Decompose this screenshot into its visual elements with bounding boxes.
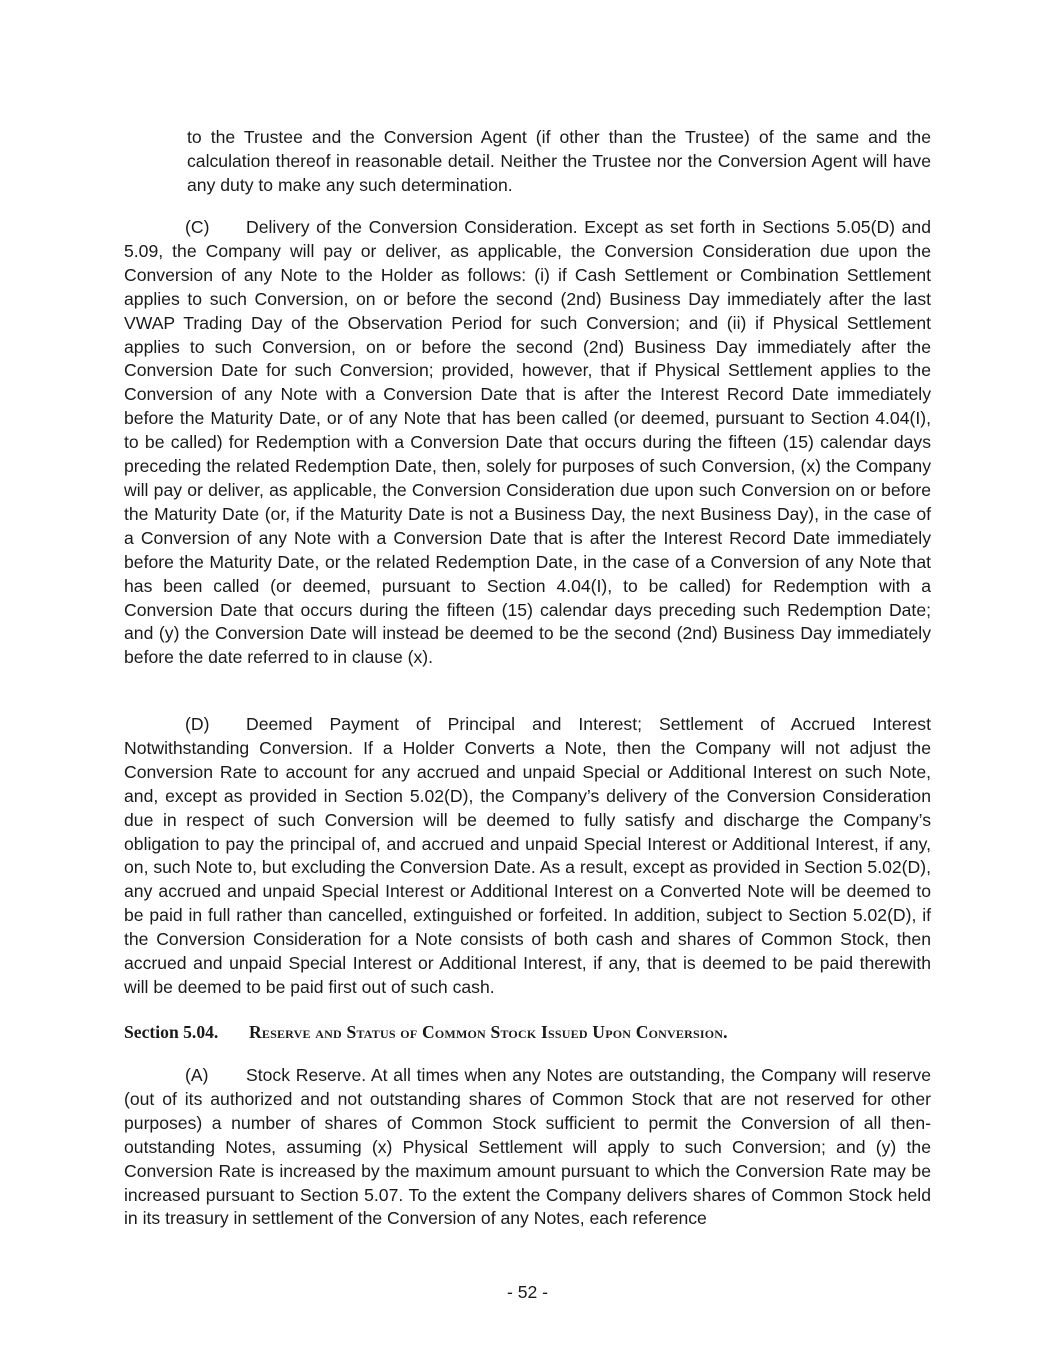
paragraph-c-text: Delivery of the Conversion Consideration. Except as set forth in Sections 5.05(D) and 5.09, the Company will pay or deliver, as applicable, the Conversion Consideration due upon the Conversion of any Note to the Holder as follows: (i) if Cash Settlement or Combination Settlement applies to such Conversion, on or before the second (2nd) Business Day immediately after the last VWAP Trading Day of the Observation Period for such Conversion; and (ii) if Physical Settlement applies to such Conversion, on or before the second (2nd) Business Day immediately after the Conversion Date for such Conversion; provided, however, that if Physical Settlement applies to the Conversion of any Note with a Conversion Date that is after the Interest Record Date immediately before the Maturity Date, or of any Note that has been called (or deemed, pursuant to Section 4.04(I), to be called) for Redemption with a Conversion Date that occurs during the fifteen (15) calendar days preceding the related Redemption Date, then, solely for purposes of such Conversion, (x) the Company will pay or deliver, as applicable, the Conversion Consideration due upon such Conversion on or before the Maturity Date (or, if the Maturity Date is not a Business Day, the next Business Day), in the case of a Conversion of any Note with a Conversion Date that is after the Interest Record Date immediately before the Maturity Date, or the related Redemption Date, in the case of a Conversion of any Note that has been called (or deemed, pursuant to Section 4.04(I), to be called) for Redemption with a Conversion Date that occurs during the fifteen (15) calendar days preceding such Redemption Date; and (y) the Conversion Date will instead be deemed to be the second (2nd) Business Day immediately before the date referred to in clause (x). [124, 217, 931, 668]
page-number: - 52 - [506, 1282, 549, 1302]
section-heading [124, 1020, 931, 1044]
paragraph-c: (C) Delivery of the Conversion Consideration. Except as set forth in Sections 5.05(D) and 5.09, the Company will pay or deliver, as applicable, the Conversion Consideration due upon the Conversion of any Note to the Holder as follows: (i) if Cash Settlement or Combination Settlement applies to such Conversion, on or before the second (2nd) Business Day immediately after the last VWAP Trading Day of the Observation Period for such Conversion; and (ii) if Physical Settlement applies to such Conversion, on or before the second (2nd) Business Day immediately after the Conversion Date for such Conversion; provided, however, that if Physical Settlement applies to the Conversion of any Note with a Conversion Date that is after the Interest Record Date immediately before the Maturity Date, or of any Note that has been called (or deemed, pursuant to Section 4.04(I), to be called) for Redemption with a Conversion Date that occurs during the fifteen (15) calendar days preceding the related Redemption Date, then, solely for purposes of such Conversion, (x) the Company will pay or deliver, as applicable, the Conversion Consideration due upon such Conversion on or before the Maturity Date (or, if the Maturity Date is not a Business Day, the next Business Day), in the case of a Conversion of any Note with a Conversion Date that is after the Interest Record Date immediately before the Maturity Date, or the related Redemption Date, in the case of a Conversion of any Note that has been called (or deemed, pursuant to Section 4.04(I), to be called) for Redemption with a Conversion Date that occurs during the fifteen (15) calendar days preceding such Redemption Date; and (y) the Conversion Date will instead be deemed to be the second (2nd) Business Day immediately before the date referred to in clause (x). [124, 217, 931, 668]
continuation-text: to the Trustee and the Conversion Agent (if other than the Trustee) of the same and the calculation thereof in reasonable detail. Neither the Trustee nor the Conversion Agent will have any duty to make any such determination. [187, 127, 931, 195]
paragraph-d: (D) Deemed Payment of Principal and Interest; Settlement of Accrued Interest Notwithstanding Conversion. If a Holder Converts a Note, then the Company will not adjust the Conversion Rate to account for any accrued and unpaid Special or Additional Interest on such Note, and, except as provided in Section 5.02(D), the Company’s delivery of the Conversion Consideration due in respect of such Conversion will be deemed to fully satisfy and discharge the Company’s obligation to pay the principal of, and accrued and unpaid Special Interest or Additional Interest, if any, on, such Note to, but excluding the Conversion Date. As a result, except as provided in Section 5.02(D), any accrued and unpaid Special Interest or Additional Interest on a Converted Note will be deemed to be paid in full rather than cancelled, extinguished or forfeited. In addition, subject to Section 5.02(D), if the Conversion Consideration for a Note consists of both cash and shares of Common Stock, then accrued and unpaid Special Interest or Additional Interest, if any, that is deemed to be paid therewith will be deemed to be paid first out of such cash. [124, 714, 931, 997]
section-title: Reserve and Status of Common Stock Issued Upon Conversion. [249, 1022, 728, 1042]
section-number: Section 5.04. [124, 1022, 219, 1042]
paragraph-d-text: Deemed Payment of Principal and Interest; Settlement of Accrued Interest Notwithstanding Conversion. If a Holder Converts a Note, then the Company will not adjust the Conversion Rate to account for any accrued and unpaid Special or Additional Interest on such Note, and, except as provided in Section 5.02(D), the Company’s delivery of the Conversion Consideration due in respect of such Conversion will be deemed to fully satisfy and discharge the Company’s obligation to pay the principal of, and accrued and unpaid Special Interest or Additional Interest, if any, on, such Note to, but excluding the Conversion Date. As a result, except as provided in Section 5.02(D), any accrued and unpaid Special Interest or Additional Interest on a Converted Note will be deemed to be paid in full rather than cancelled, extinguished or forfeited. In addition, subject to Section 5.02(D), if the Conversion Consideration for a Note consists of both cash and shares of Common Stock, then accrued and unpaid Special Interest or Additional Interest, if any, that is deemed to be paid therewith will be deemed to be paid first out of such cash. [124, 714, 931, 997]
continuation-paragraph [187, 126, 931, 198]
paragraph-a: (A) Stock Reserve. At all times when any Notes are outstanding, the Company will reserve (out of its authorized and not outstanding shares of Common Stock that are not reserved for other purposes) a number of shares of Common Stock sufficient to permit the Conversion of all then-outstanding Notes, assuming (x) Physical Settlement will apply to such Conversion; and (y) the Conversion Rate is increased by the maximum amount pursuant to which the Conversion Rate may be increased pursuant to Section 5.07. To the extent the Company delivers shares of Common Stock held in its treasury in settlement of the Conversion of any Notes, each reference [124, 1065, 931, 1229]
paragraph-a-text: Stock Reserve. At all times when any Notes are outstanding, the Company will reserve (out of its authorized and not outstanding shares of Common Stock that are not reserved for other purposes) a number of shares of Common Stock sufficient to permit the Conversion of all then-outstanding Notes, assuming (x) Physical Settlement will apply to such Conversion; and (y) the Conversion Rate is increased by the maximum amount pursuant to which the Conversion Rate may be increased pursuant to Section 5.07. To the extent the Company delivers shares of Common Stock held in its treasury in settlement of the Conversion of any Notes, each reference [124, 1065, 931, 1229]
